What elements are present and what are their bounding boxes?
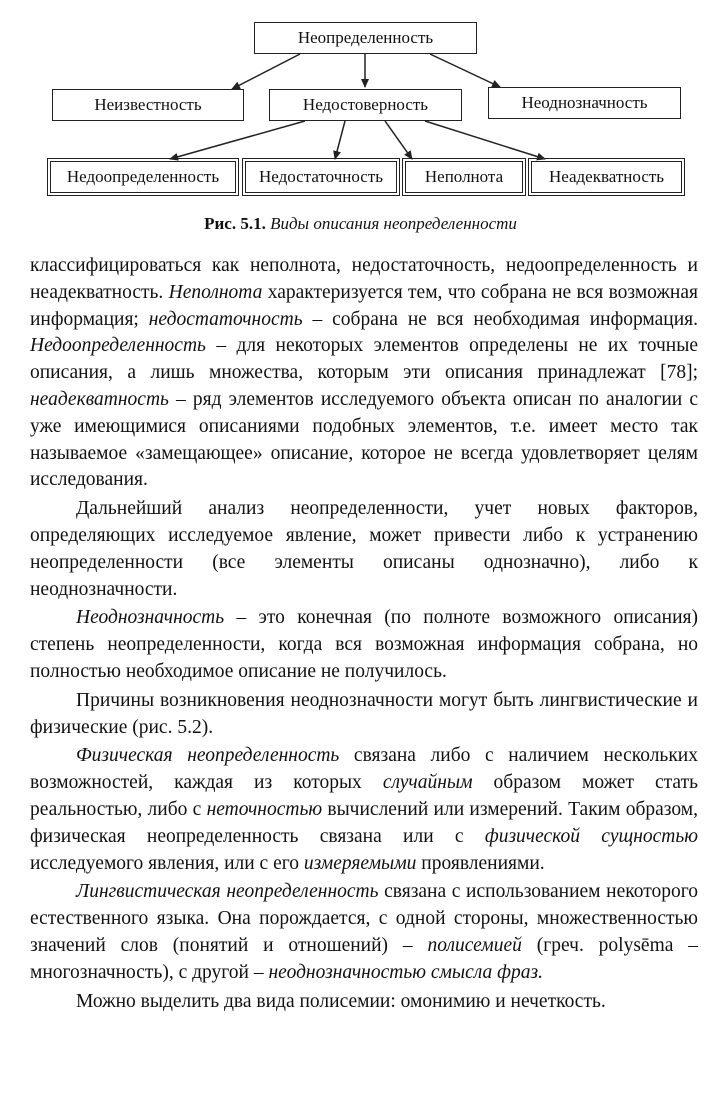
- arrow-root-to-unknown: [232, 54, 300, 89]
- arrow-unreliable-to-underdetermined: [170, 121, 305, 159]
- paragraph: [30, 879, 698, 986]
- emphasized-term: неточностью: [206, 798, 323, 820]
- arrow-unreliable-to-inadequate: [425, 121, 545, 159]
- text-run: – это конечная (по полноте возможного описания) степень неопределенности, когда вся возможная информация собрана, но полностью необходимое описание не получилось.: [30, 607, 698, 682]
- paragraph: [30, 496, 698, 603]
- uncertainty-diagram: [0, 0, 721, 210]
- text-run: характеризуется тем, что собрана не вся возможная информация;: [30, 281, 698, 330]
- node-unreliability: Недостоверность: [269, 89, 462, 121]
- text-run: образом может стать реальностью, либо с: [30, 772, 698, 820]
- node-ambiguity: Неоднозначность: [488, 87, 681, 119]
- node-uncertainty: Неопределенность: [254, 22, 477, 54]
- node-unknown: Неизвестность: [52, 89, 244, 121]
- text-run: исследуемого явления, или с его: [30, 852, 304, 874]
- paragraph: [30, 253, 698, 494]
- emphasized-term: Физическая неопределенность: [76, 745, 340, 767]
- emphasized-term: случайным: [382, 772, 473, 794]
- paragraph: [30, 743, 698, 877]
- text-run: (греч. polysēma – многозначность), с другой –: [30, 934, 698, 983]
- emphasized-term: Лингвистическая неопределенность: [76, 881, 379, 903]
- body-text: [30, 253, 698, 1017]
- text-run: связана либо с наличием нескольких возможностей, каждая из которых: [30, 745, 698, 794]
- paragraph: [30, 688, 698, 742]
- text-run: – собрана не вся необходимая информация.: [302, 308, 698, 330]
- arrow-unreliable-to-incomplete: [385, 121, 412, 159]
- emphasized-term: Недоопределенность: [30, 335, 206, 357]
- emphasized-term: неоднозначностью смысла фраз.: [268, 961, 543, 983]
- node-incompleteness: Неполнота: [405, 161, 523, 193]
- text-run: классифицироваться как неполнота, недостаточность, недоопределенность и неадекватность.: [30, 255, 698, 303]
- arrow-root-to-ambiguity: [430, 54, 500, 87]
- text-run: связана с использованием некоторого естественного языка. Она порождается, с одной стороны, множественностью значений слов (понятий и отношений) –: [30, 881, 698, 956]
- paragraph: [30, 605, 698, 685]
- emphasized-term: Неоднозначность: [76, 607, 225, 629]
- emphasized-term: физической сущностью: [484, 825, 698, 847]
- text-run: – ряд элементов исследуемого объекта описан по аналогии с уже имеющимися описаниями подобных элементов, т.е. имеет место так называемое «замещающее» описание, которое не всегда удовлетворяет целям исследования.: [30, 388, 698, 491]
- text-run: Можно выделить два вида полисемии: омонимию и нечеткость.: [76, 990, 606, 1012]
- figure-title: Виды описания неопределенности: [270, 214, 517, 233]
- node-inadequacy: Неадекватность: [531, 161, 682, 193]
- figure-caption: [0, 214, 721, 234]
- emphasized-term: измеряемыми: [303, 852, 417, 874]
- text-run: вычислений или измерений. Таким образом, физическая неопределенность связана или с: [30, 798, 698, 847]
- emphasized-term: неадекватность: [30, 388, 169, 410]
- emphasized-term: Неполнота: [168, 281, 263, 303]
- figure-number: Рис. 5.1.: [204, 214, 266, 233]
- emphasized-term: недостаточность: [148, 308, 303, 330]
- node-insufficiency: Недостаточность: [245, 161, 397, 193]
- emphasized-term: полисемией: [427, 934, 522, 956]
- node-underdetermination: Недоопределенность: [50, 161, 236, 193]
- text-run: – для некоторых элементов определены не их точные описания, а лишь множества, которым эти описания принадлежат [78];: [30, 335, 698, 384]
- text-run: проявлениями.: [416, 852, 545, 874]
- arrow-unreliable-to-insufficient: [335, 121, 345, 159]
- text-run: Причины возникновения неоднозначности могут быть лингвистические и физические (рис. 5.2).: [30, 689, 698, 738]
- text-run: Дальнейший анализ неопределенности, учет новых факторов, определяющих исследуемое явление, может привести либо к устранению неопределенности (все элементы описаны однозначно), либо к неоднозначности.: [30, 498, 698, 600]
- paragraph: [30, 989, 698, 1016]
